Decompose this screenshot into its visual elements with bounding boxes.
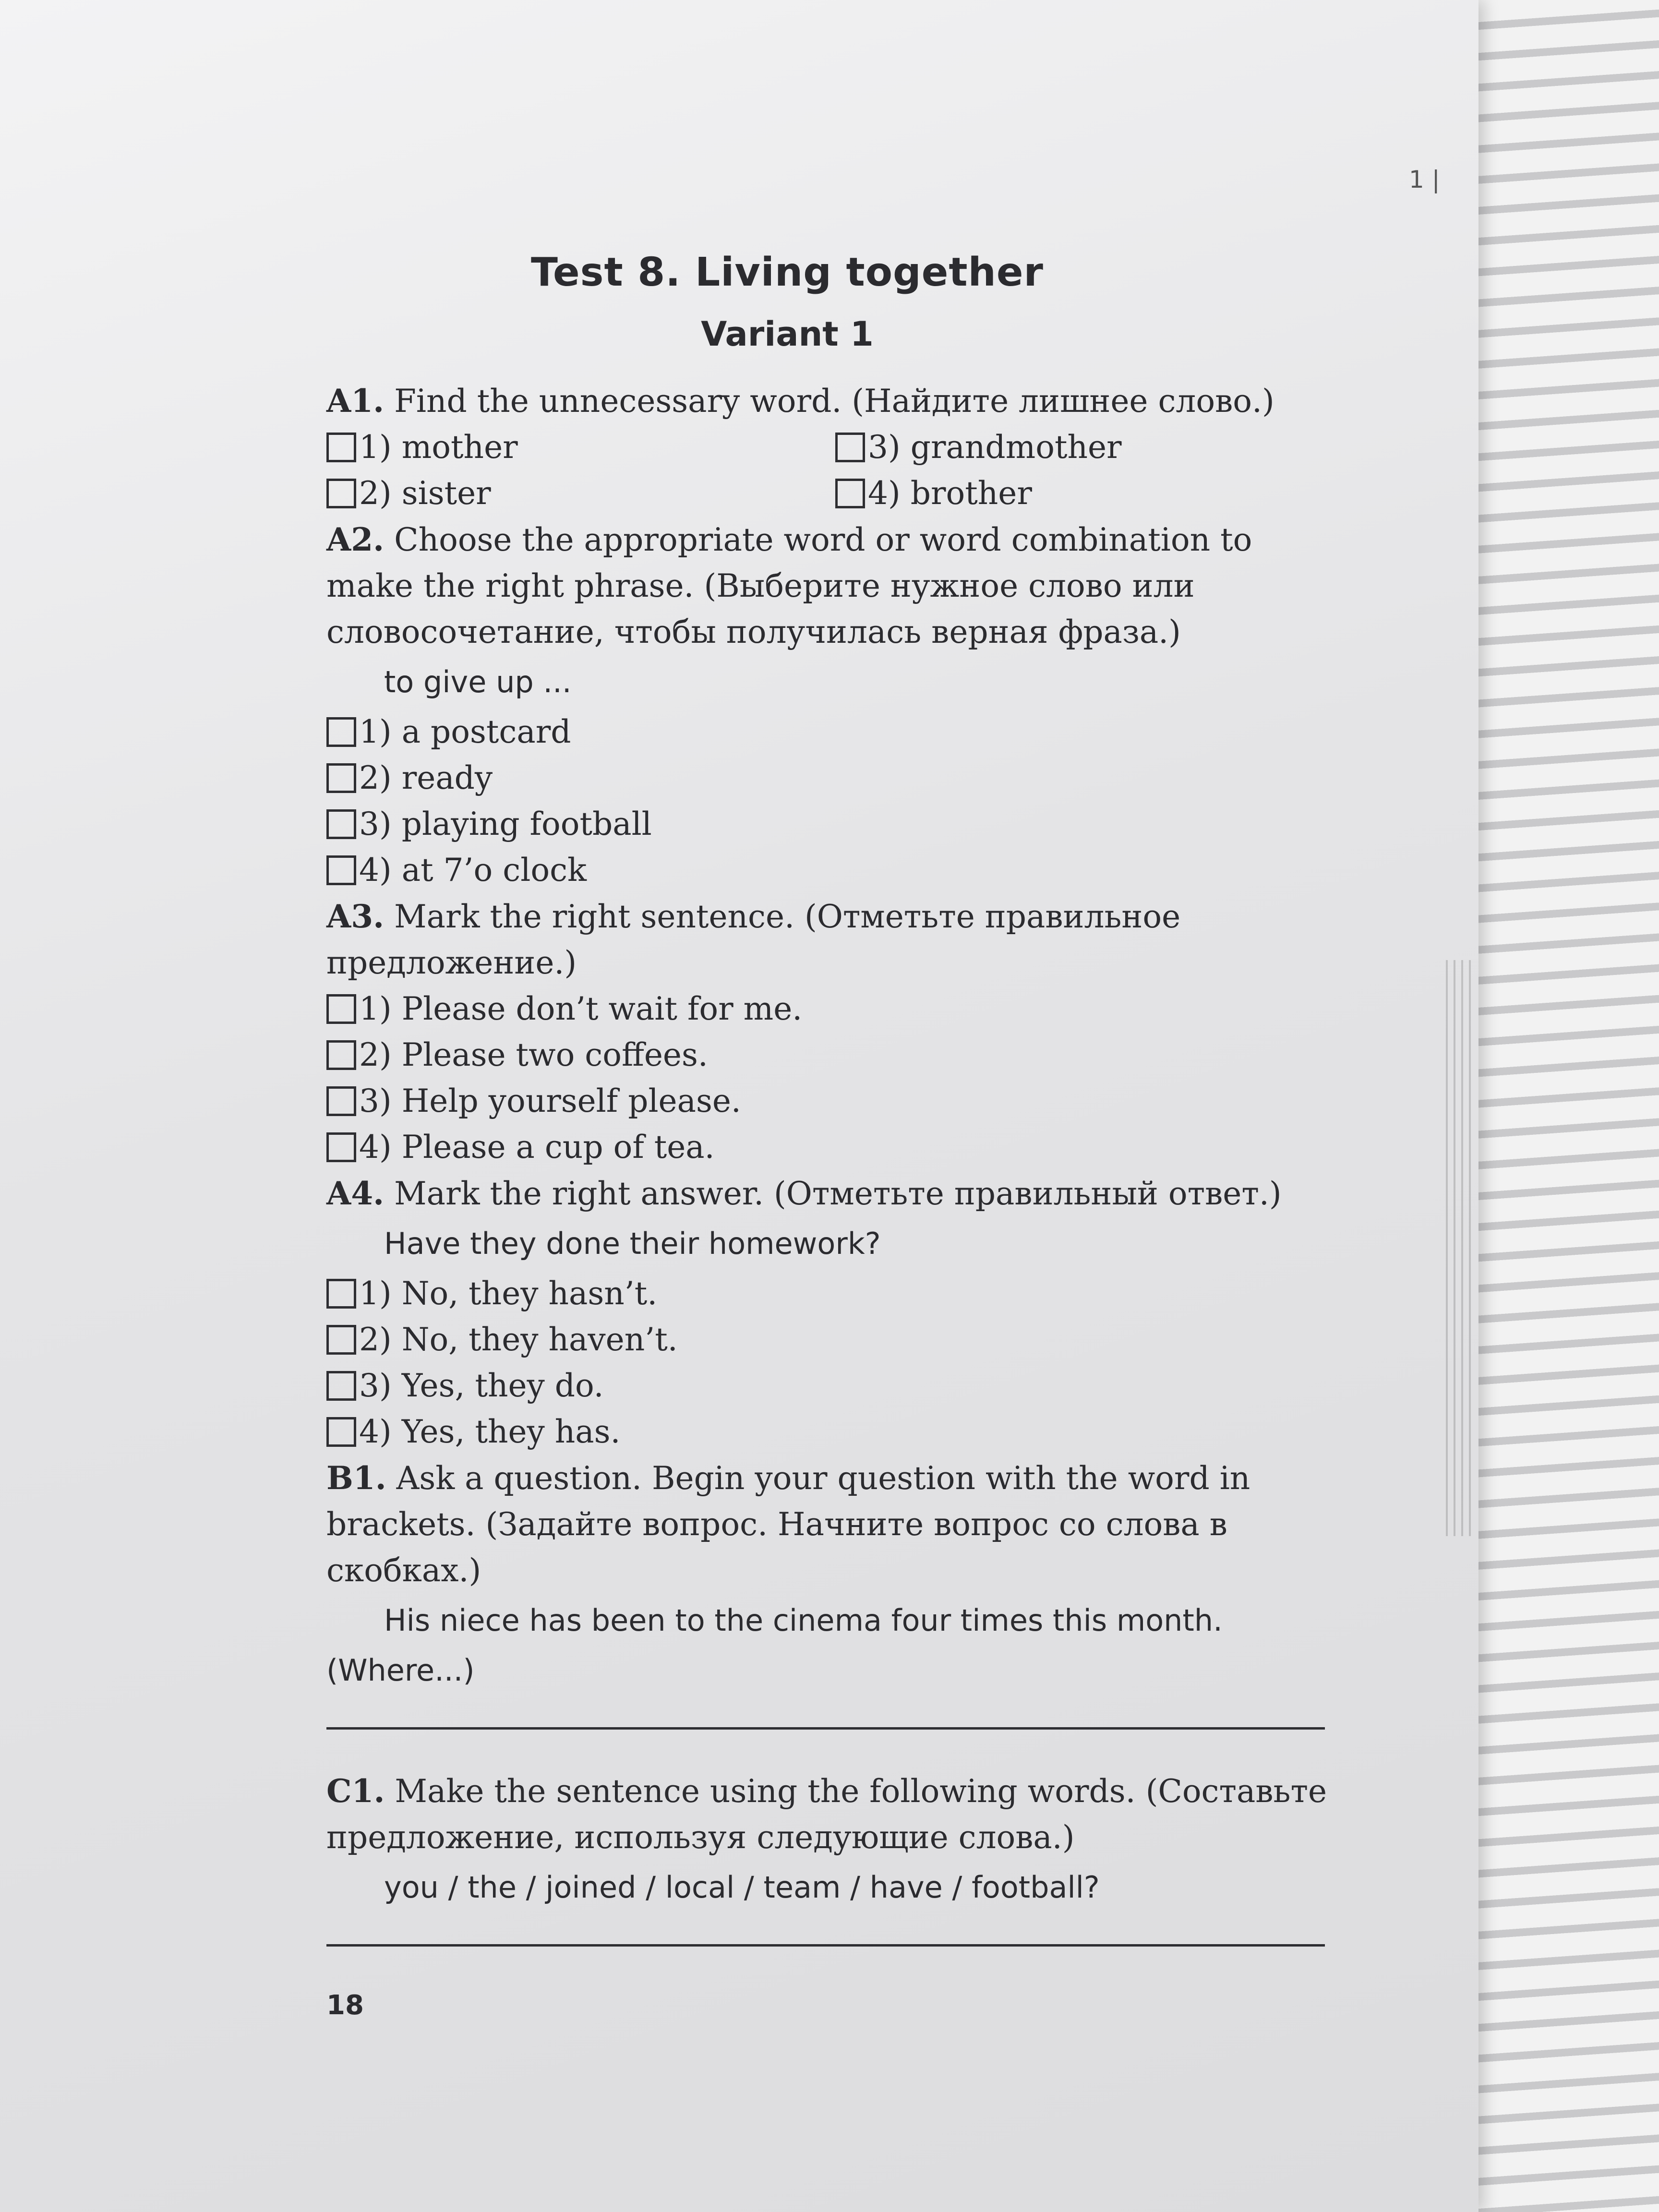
task-a1 (326, 378, 1334, 517)
checkbox[interactable] (326, 717, 356, 747)
option-a2-1[interactable]: 1) a postcard (326, 709, 1334, 755)
task-a4 (326, 1170, 1334, 1455)
option-a1-4[interactable]: 4) brother (835, 470, 1315, 517)
task-a1-instruction: A1. Find the unnecessary word. (Найдите лишнее слово.) (326, 382, 1274, 420)
checkbox[interactable] (326, 1086, 356, 1116)
option-a3-2[interactable]: 2) Please two coffees. (326, 1032, 1334, 1078)
answer-line-b1[interactable] (326, 1727, 1325, 1730)
checkbox[interactable] (326, 433, 356, 462)
page-number: 18 (326, 1990, 364, 2021)
test-title: Test 8. Living together (531, 250, 1044, 295)
checkbox[interactable] (326, 1371, 356, 1401)
task-b1-hint: (Where...) (326, 1653, 475, 1688)
task-a3-options (326, 986, 1334, 1170)
checkbox[interactable] (835, 433, 865, 462)
option-a1-1[interactable]: 1) mother (326, 424, 835, 470)
checkbox[interactable] (835, 479, 865, 508)
sheet-edge-shadow (1440, 960, 1474, 1536)
task-c1 (326, 1768, 1334, 1947)
option-a1-3[interactable]: 3) grandmother (835, 424, 1315, 470)
option-a3-1[interactable]: 1) Please don’t wait for me. (326, 986, 1334, 1032)
checkbox[interactable] (326, 1417, 356, 1447)
task-a3-instruction: A3. Mark the right sentence. (Отметьте правильное предложение.) (326, 898, 1181, 981)
checkbox[interactable] (326, 763, 356, 793)
checkbox[interactable] (326, 1325, 356, 1355)
answer-line-c1[interactable] (326, 1944, 1325, 1947)
task-a2-options (326, 709, 1334, 893)
checkbox[interactable] (326, 1279, 356, 1309)
task-b1-prompt: His niece has been to the cinema four times this month. (384, 1603, 1223, 1638)
option-a4-3[interactable]: 3) Yes, they do. (326, 1363, 1334, 1409)
checkbox[interactable] (326, 1040, 356, 1070)
task-a2-instruction: A2. Choose the appropriate word or word combination to make the right phrase. (Выберите нужное слово или словосочетание, чтобы получилась верная фраза.) (326, 521, 1252, 650)
task-a2-prompt: to give up ... (384, 664, 572, 699)
task-c1-prompt: you / the / joined / local / team / have / football? (384, 1870, 1100, 1905)
task-c1-instruction: C1. Make the sentence using the following words. (Составьте предложение, используя следующие слова.) (326, 1772, 1327, 1856)
option-a3-4[interactable]: 4) Please a cup of tea. (326, 1124, 1334, 1170)
task-b1-instruction: B1. Ask a question. Begin your question with the word in brackets. (Задайте вопрос. Начните вопрос со слова в скобках.) (326, 1459, 1250, 1589)
option-a2-4[interactable]: 4) at 7’o clock (326, 847, 1334, 893)
corner-mark: 1 | (1409, 166, 1440, 193)
task-a1-options (326, 424, 1334, 517)
task-a4-prompt: Have they done their homework? (384, 1226, 881, 1261)
option-a4-4[interactable]: 4) Yes, they has. (326, 1409, 1334, 1455)
task-a4-options (326, 1271, 1334, 1455)
desk-background (1464, 0, 1659, 2212)
option-a3-3[interactable]: 3) Help yourself please. (326, 1078, 1334, 1124)
option-a1-2[interactable]: 2) sister (326, 470, 835, 517)
task-b1 (326, 1455, 1334, 1730)
checkbox[interactable] (326, 809, 356, 839)
checkbox[interactable] (326, 855, 356, 885)
option-a2-2[interactable]: 2) ready (326, 755, 1334, 801)
test-page (326, 250, 1334, 2021)
checkbox[interactable] (326, 1132, 356, 1162)
option-a2-3[interactable]: 3) playing football (326, 801, 1334, 847)
task-a2 (326, 517, 1334, 893)
checkbox[interactable] (326, 479, 356, 508)
task-a3 (326, 893, 1334, 1170)
variant-label: Variant 1 (701, 314, 874, 354)
option-a4-1[interactable]: 1) No, they hasn’t. (326, 1271, 1334, 1317)
checkbox[interactable] (326, 994, 356, 1024)
task-a4-instruction: A4. Mark the right answer. (Отметьте правильный ответ.) (326, 1175, 1282, 1212)
option-a4-2[interactable]: 2) No, they haven’t. (326, 1317, 1334, 1363)
